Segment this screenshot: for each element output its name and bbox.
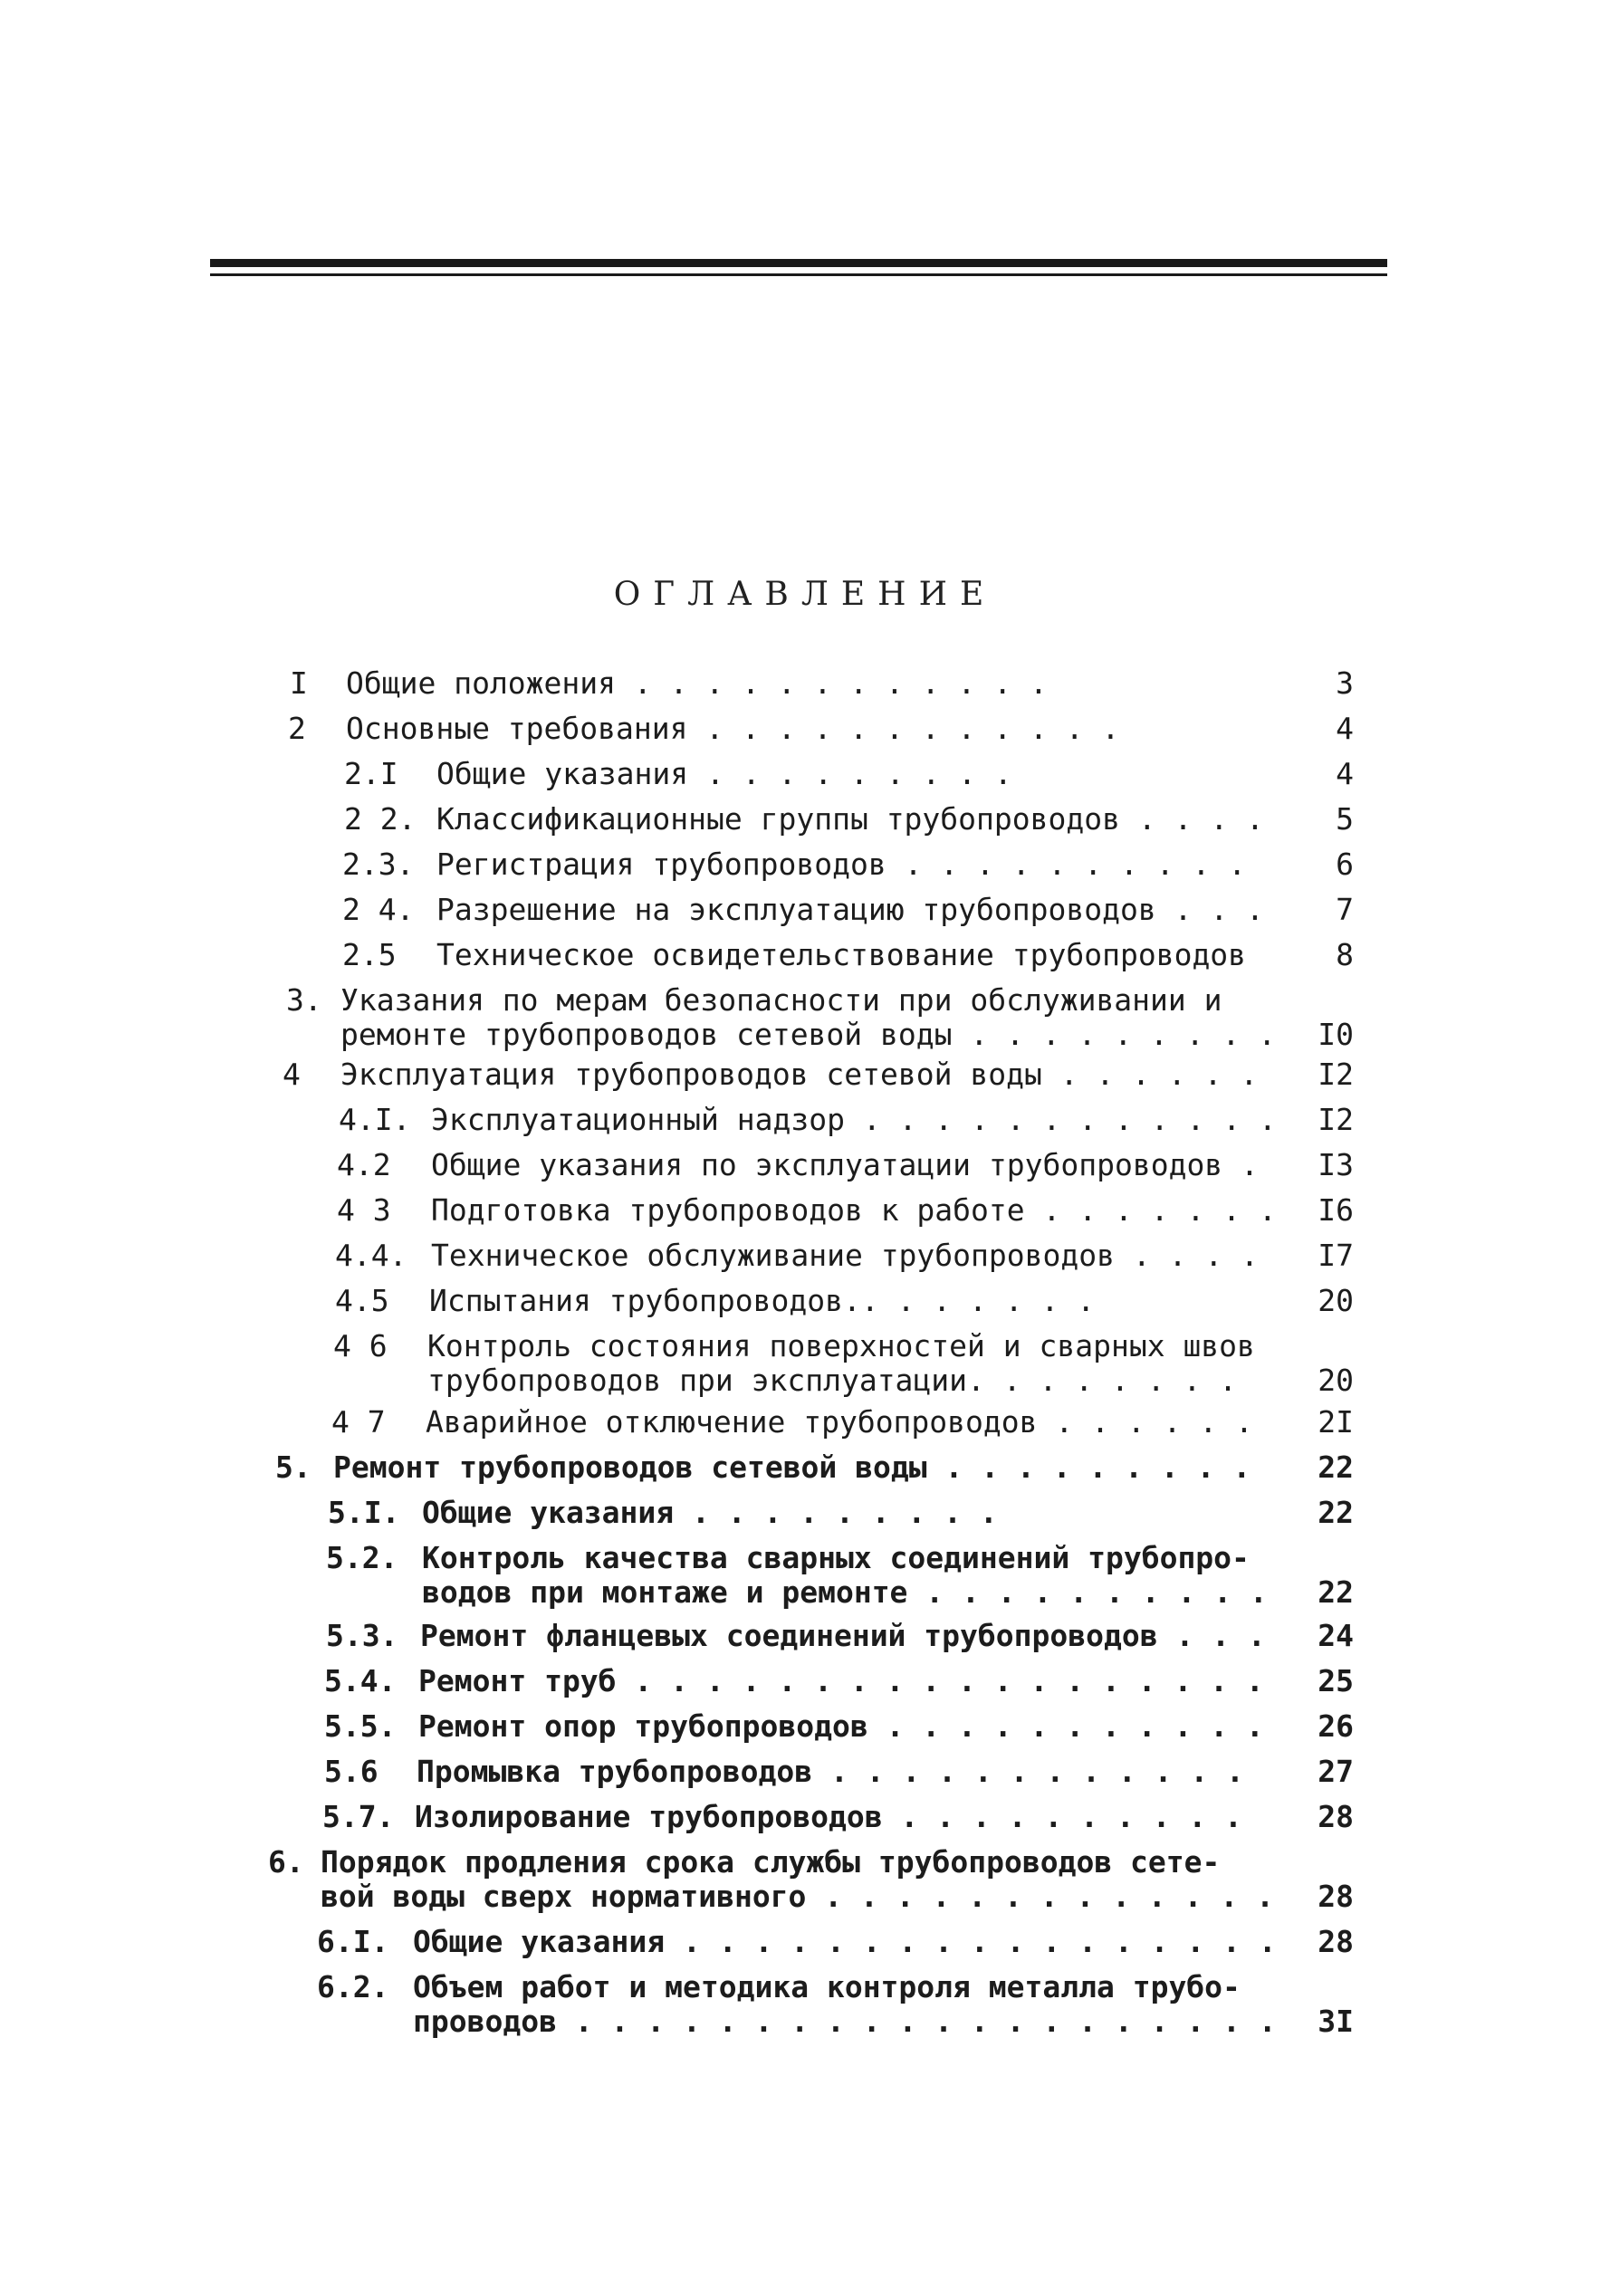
toc-entry bbox=[0, 1329, 1610, 1398]
toc-entry-title: Порядок продления срока службы трубопроводов сете- bbox=[321, 1844, 1221, 1880]
toc-leader-dots: . . . . . . . . . . . . . . . . . . . bbox=[592, 2004, 1277, 2039]
toc-entry bbox=[0, 1239, 1610, 1273]
toc-entry-title: Классификационные группы трубопроводов . . . . bbox=[436, 801, 1264, 837]
toc-entry-page: 27 bbox=[1318, 1754, 1354, 1789]
toc-entry bbox=[0, 1925, 1610, 1959]
toc-entry-page: 6 bbox=[1336, 847, 1354, 882]
toc-entry-title: Эксплуатация трубопроводов сетевой воды . . . . . . bbox=[340, 1057, 1259, 1092]
toc-entry-title: вой воды сверх нормативного . . . . . . . . . . . . . bbox=[321, 1879, 1274, 1914]
toc-entry-number: 2 4. bbox=[342, 892, 415, 927]
toc-entry-title: водов при монтаже и ремонте . . . . . . . . . . bbox=[422, 1574, 1268, 1610]
toc-leader-dots: . . . . . . . . . . . . . bbox=[806, 1879, 1274, 1914]
toc-entry bbox=[0, 757, 1610, 791]
toc-entry-number: 5.3. bbox=[326, 1618, 398, 1653]
toc-entry-number: 4 3 bbox=[337, 1192, 391, 1228]
toc-entry-title: Разрешение на эксплуатацию трубопроводов . . . bbox=[436, 892, 1264, 927]
toc-entry-title: Общие положения . . . . . . . . . . . . bbox=[346, 665, 1048, 701]
toc-entry-number: 4 6 bbox=[333, 1328, 388, 1363]
toc-entry-title: Общие указания . . . . . . . . . bbox=[436, 756, 1012, 791]
toc-entry-page: 25 bbox=[1318, 1663, 1354, 1698]
toc-entry-number: 6. bbox=[268, 1844, 304, 1880]
toc-entry-number: I bbox=[290, 665, 308, 701]
toc-entry bbox=[0, 1284, 1610, 1318]
toc-leader-dots: . . . . . . . . . . . . bbox=[844, 1102, 1277, 1137]
toc-entry-number: 5.I. bbox=[328, 1495, 400, 1530]
toc-leader-dots: . . . . . . . . . . bbox=[882, 1799, 1242, 1834]
toc-leader-dots: . . . . . . . bbox=[984, 1363, 1238, 1398]
toc-entry-page: I0 bbox=[1318, 1017, 1354, 1052]
toc-entry-title: Ремонт фланцевых соединений трубопроводов . . . bbox=[420, 1618, 1266, 1653]
toc-entry bbox=[0, 1193, 1610, 1228]
toc-entry-title: проводов . . . . . . . . . . . . . . . . . . . . bbox=[413, 2004, 1277, 2039]
toc-entry-number: 5.4. bbox=[324, 1663, 397, 1698]
toc-leader-dots: . . . . . . . . . . . . bbox=[812, 1754, 1244, 1789]
toc-entry-number: 4.I. bbox=[339, 1102, 411, 1137]
toc-entry-title: Промывка трубопроводов . . . . . . . . . . . . bbox=[417, 1754, 1244, 1789]
toc-leader-dots: . . . . . . . . bbox=[709, 1495, 998, 1530]
toc-entry-title: Аварийное отключение трубопроводов . . . . . . bbox=[426, 1404, 1253, 1440]
toc-entry bbox=[0, 1800, 1610, 1834]
toc-entry bbox=[0, 1405, 1610, 1440]
toc-entry-title: Изолирование трубопроводов . . . . . . . . . . bbox=[415, 1799, 1242, 1834]
toc-entry-number: 5.2. bbox=[326, 1540, 398, 1575]
toc-leader-dots: . . . bbox=[1157, 1618, 1266, 1653]
toc-entry-number: 4.2 bbox=[337, 1147, 391, 1182]
toc-entry-number: 4.5 bbox=[335, 1283, 389, 1318]
toc-entry-title: Техническое освидетельствование трубопроводов bbox=[436, 937, 1247, 972]
toc-entry bbox=[0, 1619, 1610, 1653]
toc-leader-dots: . . . . . . . . . bbox=[952, 1017, 1277, 1052]
toc-entry-title: Общие указания по эксплуатации трубопроводов . bbox=[431, 1147, 1259, 1182]
toc-entry-number: 4.4. bbox=[335, 1238, 407, 1273]
toc-entry-page: I2 bbox=[1318, 1057, 1354, 1092]
toc-entry-number: 2 bbox=[288, 711, 306, 746]
toc-entry-title: Ремонт труб . . . . . . . . . . . . . . . . . . bbox=[418, 1663, 1264, 1698]
toc-leader-dots: . . . . . . . . . . . . . . . . . bbox=[665, 1924, 1277, 1959]
toc-entry bbox=[0, 1057, 1610, 1092]
toc-entry-page: I2 bbox=[1318, 1102, 1354, 1137]
toc-leader-dots: . . . . . . . . . . bbox=[907, 1574, 1268, 1610]
toc-entry bbox=[0, 1148, 1610, 1182]
toc-entry-page: 24 bbox=[1318, 1618, 1354, 1653]
toc-entry-page: 20 bbox=[1318, 1363, 1354, 1398]
toc-entry-title: Эксплуатационный надзор . . . . . . . . . . . . bbox=[431, 1102, 1277, 1137]
toc-entry-title: Испытания трубопроводов.. . . . . . . bbox=[429, 1283, 1096, 1318]
toc-entry-page: 4 bbox=[1336, 756, 1354, 791]
toc-entry-title: Объем работ и методика контроля металла трубо- bbox=[413, 1969, 1241, 2004]
toc-leader-dots: . . . . . . . . . bbox=[926, 1449, 1251, 1485]
toc-entry-title: Ремонт опор трубопроводов . . . . . . . . . . . bbox=[418, 1708, 1264, 1744]
toc-entry-page: 28 bbox=[1318, 1879, 1354, 1914]
toc-entry bbox=[0, 1450, 1610, 1485]
toc-entry-number: 5.5. bbox=[324, 1708, 397, 1744]
toc-entry-number: 3. bbox=[286, 982, 322, 1018]
toc-entry-number: 2.I bbox=[344, 756, 398, 791]
page-title: ОГЛАВЛЕНИЕ bbox=[613, 576, 997, 613]
toc-leader-dots: . . . . bbox=[1119, 801, 1264, 837]
toc-entry-page: I6 bbox=[1318, 1192, 1354, 1228]
toc-entry-page: 7 bbox=[1336, 892, 1354, 927]
toc-entry-number: 6.I. bbox=[317, 1924, 389, 1959]
toc-entry-page: 4 bbox=[1336, 711, 1354, 746]
toc-entry-number: 4 bbox=[283, 1057, 301, 1092]
toc-entry-page: 20 bbox=[1318, 1283, 1354, 1318]
toc-entry bbox=[0, 1845, 1610, 1914]
toc-entry-title: Подготовка трубопроводов к работе . . . . . . . bbox=[431, 1192, 1277, 1228]
toc-entry bbox=[0, 1709, 1610, 1744]
toc-leader-dots: . . . . . . . bbox=[1024, 1192, 1277, 1228]
toc-leader-dots: . . . . . . . . . bbox=[688, 756, 1012, 791]
toc-entry bbox=[0, 712, 1610, 746]
toc-entry-page: 28 bbox=[1318, 1924, 1354, 1959]
toc-entry-number: 5.7. bbox=[322, 1799, 395, 1834]
toc-entry-title: Ремонт трубопроводов сетевой воды . . . . . . . . . bbox=[333, 1449, 1251, 1485]
toc-entry-page: 8 bbox=[1336, 937, 1354, 972]
toc-leader-dots: . bbox=[1222, 1147, 1259, 1182]
toc-entry bbox=[0, 1541, 1610, 1610]
toc-leader-dots: . . . . . . bbox=[1037, 1404, 1253, 1440]
toc-leader-dots: . . . . . . bbox=[1041, 1057, 1259, 1092]
toc-entry-title: Контроль качества сварных соединений трубопро- bbox=[422, 1540, 1250, 1575]
toc-entry-page: 3 bbox=[1336, 665, 1354, 701]
toc-entry-number: 2.5 bbox=[342, 937, 397, 972]
toc-entry-page: I3 bbox=[1318, 1147, 1354, 1182]
toc-entry bbox=[0, 893, 1610, 927]
toc-entry-page: 22 bbox=[1318, 1574, 1354, 1610]
toc-entry bbox=[0, 938, 1610, 972]
toc-entry bbox=[0, 1755, 1610, 1789]
toc-entry-page: 2I bbox=[1318, 1404, 1354, 1440]
toc-leader-dots: . . . . . . . . . . . . bbox=[616, 665, 1048, 701]
toc-entry-page: 22 bbox=[1318, 1449, 1354, 1485]
toc-leader-dots: . . . . bbox=[1114, 1238, 1259, 1273]
toc-entry-title: Общие указания . . . . . . . . . . . . . . . . . bbox=[413, 1924, 1277, 1959]
toc-entry-title: Основные требования . . . . . . . . . . . . bbox=[346, 711, 1120, 746]
toc-entry bbox=[0, 666, 1610, 701]
toc-entry-page: 28 bbox=[1318, 1799, 1354, 1834]
toc-entry-number: 5. bbox=[275, 1449, 311, 1485]
toc-entry-title: трубопроводов при эксплуатации. . . . . . . . bbox=[427, 1363, 1238, 1398]
toc-entry bbox=[0, 847, 1610, 882]
toc-entry bbox=[0, 1970, 1610, 2039]
toc-leader-dots: . . . . . . . . . . . bbox=[724, 711, 1120, 746]
toc-entry-title: ремонте трубопроводов сетевой воды . . . . . . . . . bbox=[340, 1017, 1277, 1052]
toc-leader-dots: . . . . . . . . . . . . . . . . . . bbox=[616, 1663, 1264, 1698]
toc-leader-dots: . . . . . . bbox=[878, 1283, 1096, 1318]
toc-leader-dots: . . . . . . . . . . . bbox=[867, 1708, 1264, 1744]
toc-entry-number: 5.6 bbox=[324, 1754, 379, 1789]
toc-entry-title: Контроль состояния поверхностей и сварных швов bbox=[427, 1328, 1255, 1363]
toc-entry-page: 26 bbox=[1318, 1708, 1354, 1744]
toc-entry-page: 5 bbox=[1336, 801, 1354, 837]
toc-entry-number: 6.2. bbox=[317, 1969, 389, 2004]
toc-entry-number: 4 7 bbox=[331, 1404, 386, 1440]
toc-entry-title: Техническое обслуживание трубопроводов . . . . bbox=[431, 1238, 1259, 1273]
toc-entry-title: Указания по мерам безопасности при обслуживании и bbox=[340, 982, 1222, 1018]
toc-entry-number: 2 2. bbox=[344, 801, 417, 837]
toc-leader-dots: . . . bbox=[1155, 892, 1264, 927]
toc-entry bbox=[0, 1664, 1610, 1698]
toc-entry bbox=[0, 1496, 1610, 1530]
toc-leader-dots: . . . . . . . . . . bbox=[886, 847, 1247, 882]
toc-entry bbox=[0, 983, 1610, 1052]
toc-entry-title: Общие указания . . . . . . . . . bbox=[422, 1495, 998, 1530]
toc-entry-page: 3I bbox=[1318, 2004, 1354, 2039]
toc-entry-page: 22 bbox=[1318, 1495, 1354, 1530]
toc-entry-number: 2.3. bbox=[342, 847, 415, 882]
toc-entry bbox=[0, 802, 1610, 837]
toc-entry-title: Регистрация трубопроводов . . . . . . . . . . bbox=[436, 847, 1247, 882]
toc-entry bbox=[0, 1103, 1610, 1137]
toc-entry-page: I7 bbox=[1318, 1238, 1354, 1273]
